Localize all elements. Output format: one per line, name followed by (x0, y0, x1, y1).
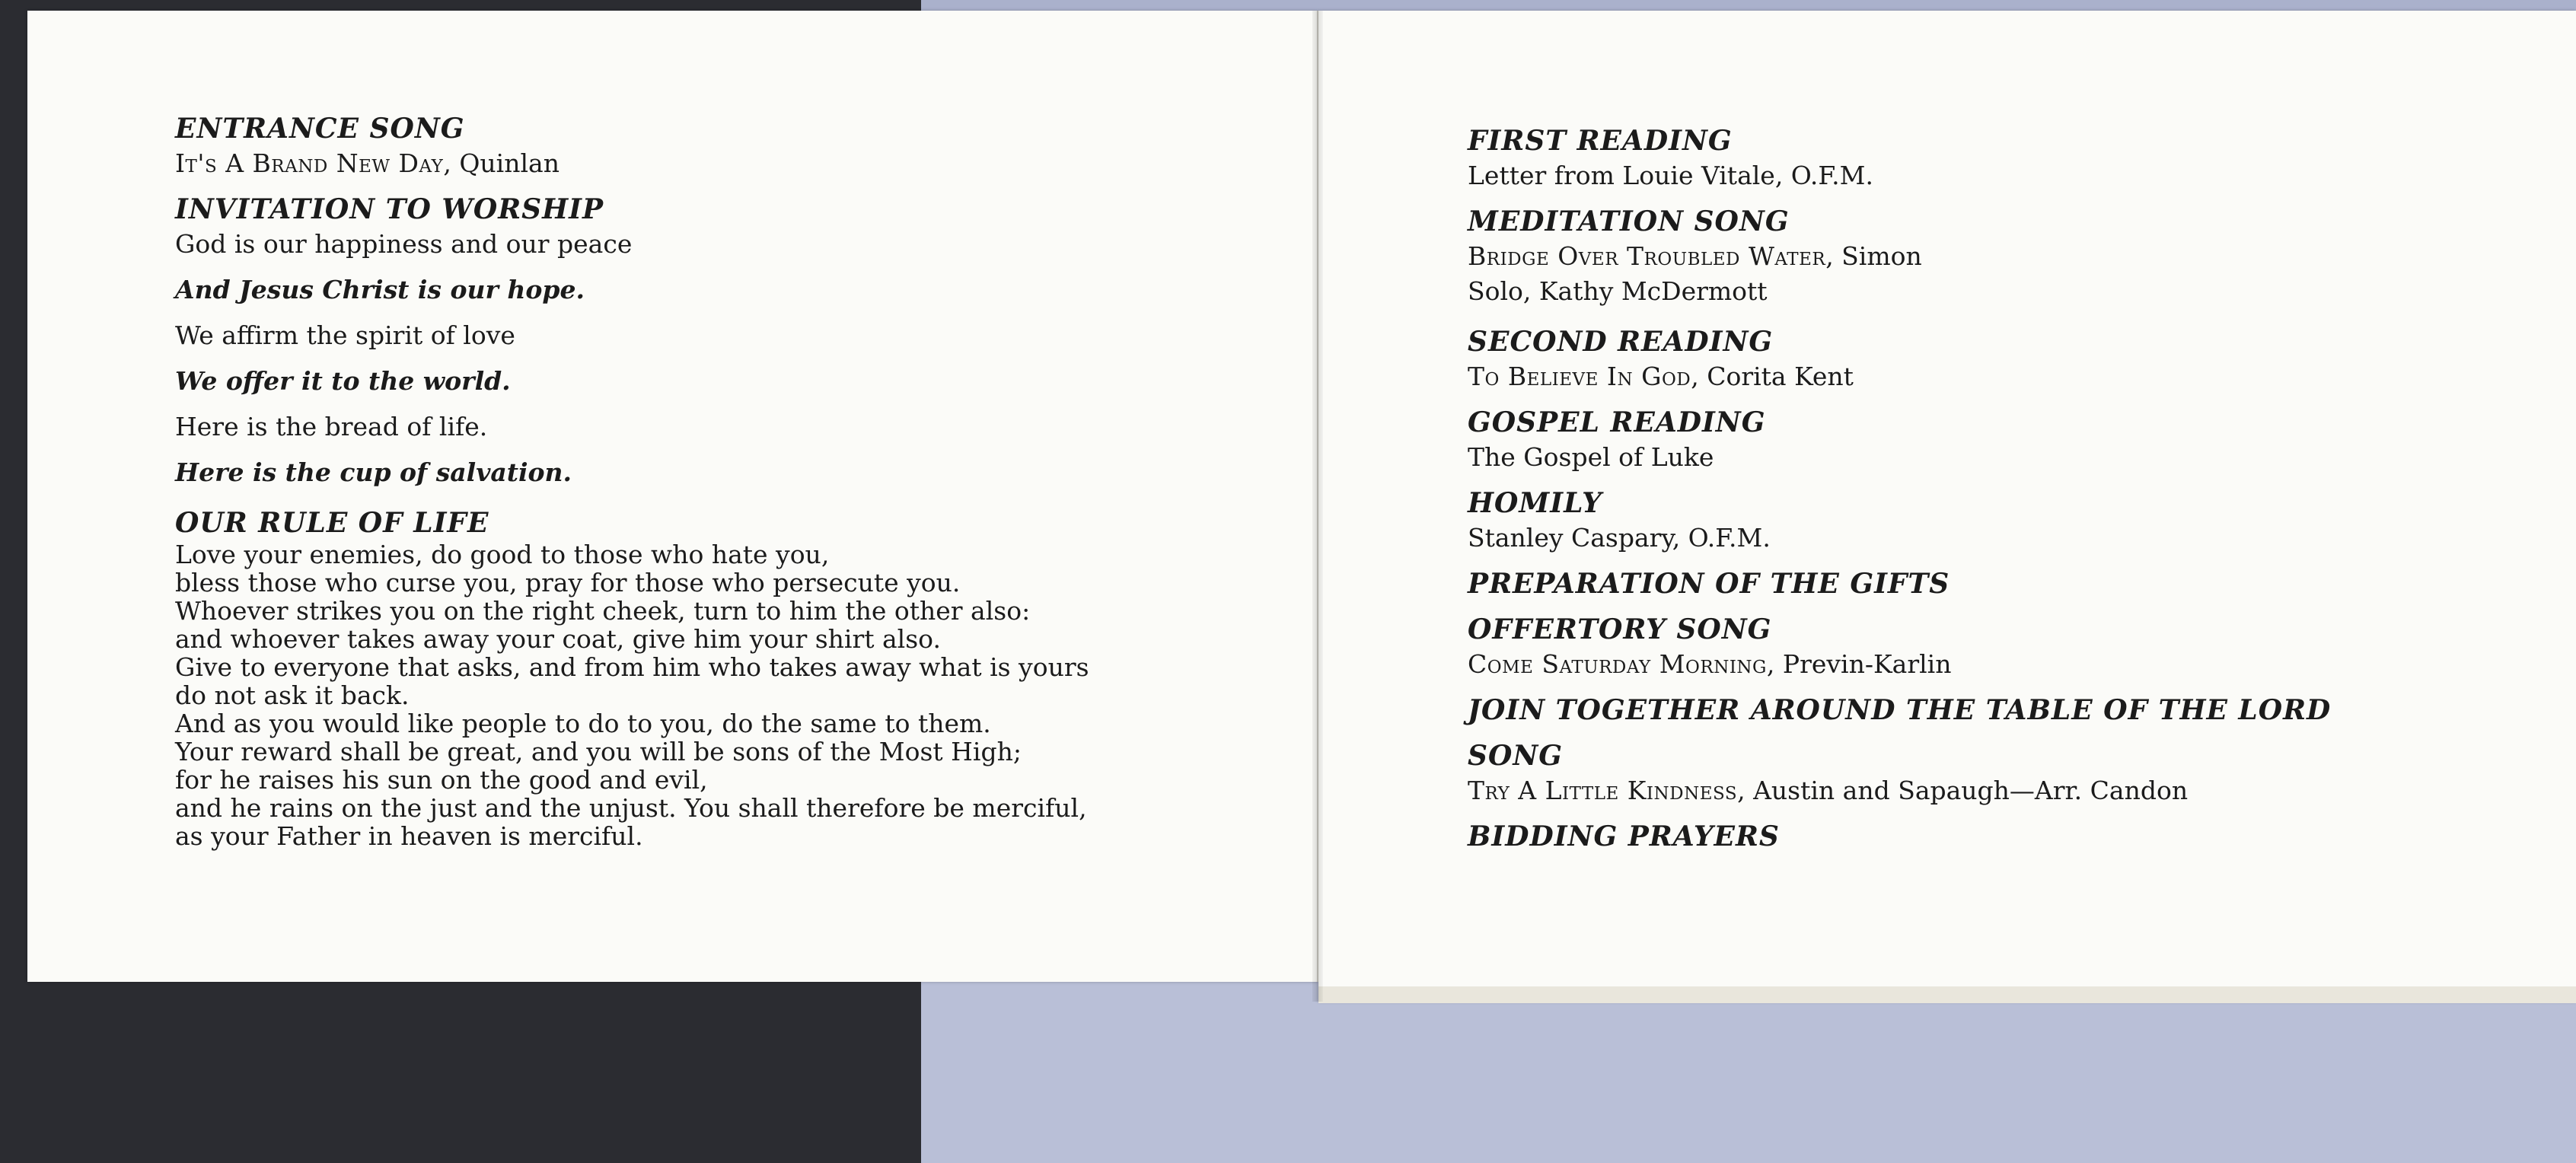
offertory-song-title: Come Saturday Morning (1468, 649, 1767, 679)
second-reading-line (1468, 359, 2457, 394)
entrance-song-title: It's A Brand New Day (175, 148, 444, 178)
invitation-response: And Jesus Christ is our hope. (175, 275, 585, 304)
invitation-response: Here is the cup of salvation. (175, 457, 572, 487)
rule-of-life-line: and he rains on the just and the unjust. You shall therefore be merciful, (175, 793, 1087, 823)
meditation-song-composer: , Simon (1825, 241, 1922, 271)
offertory-song-composer: , Previn-Karlin (1766, 649, 1952, 679)
first-reading-text: Letter from Louie Vitale, O.F.M. (1468, 161, 1873, 190)
gospel-reading-text: The Gospel of Luke (1468, 442, 1714, 472)
left-page-content (175, 111, 1180, 850)
bidding-prayers-heading: BIDDING PRAYERS (1468, 820, 1780, 852)
invitation-heading: INVITATION TO WORSHIP (175, 193, 604, 225)
song-composer: , Austin and Sapaugh—Arr. Candon (1737, 776, 2189, 805)
meditation-song-title: Bridge Over Troubled Water (1468, 241, 1826, 271)
right-page-content (1468, 123, 2457, 854)
rule-of-life-line: as your Father in heaven is merciful. (175, 821, 643, 851)
entrance-song-heading: ENTRANCE SONG (175, 113, 465, 145)
meditation-song-line (1468, 239, 2457, 274)
song-heading: SONG (1468, 740, 1564, 772)
homily-text: Stanley Caspary, O.F.M. (1468, 523, 1771, 553)
first-reading-heading: FIRST READING (1468, 125, 1733, 157)
second-reading-author: , Corita Kent (1691, 362, 1854, 391)
second-reading-heading: SECOND READING (1468, 326, 1774, 358)
second-reading-title: To Believe In God (1468, 362, 1691, 391)
entrance-song-line (175, 146, 1180, 181)
song-title: Try A Little Kindness (1468, 776, 1738, 805)
entrance-song-composer: , Quinlan (443, 148, 560, 178)
gospel-reading-heading: GOSPEL READING (1468, 406, 1766, 438)
rule-of-life-line: And as you would like people to do to you, do the same to them. (175, 709, 991, 738)
rule-of-life-line: do not ask it back. (175, 680, 410, 710)
offertory-song-heading: OFFERTORY SONG (1468, 613, 1772, 645)
book-gutter (1312, 11, 1323, 1002)
page-bottom-edge (1318, 986, 2576, 1003)
rule-of-life-line: Your reward shall be great, and you will be sons of the Most High; (175, 737, 1022, 766)
invitation-response: We offer it to the world. (175, 366, 511, 396)
invitation-line: We affirm the spirit of love (175, 320, 515, 350)
invitation-line: God is our happiness and our peace (175, 229, 633, 259)
rule-of-life-line: bless those who curse you, pray for those who persecute you. (175, 568, 961, 597)
invitation-line: Here is the bread of life. (175, 412, 488, 441)
rule-of-life-line: Love your enemies, do good to those who hate you, (175, 540, 830, 569)
rule-of-life-line: Whoever strikes you on the right cheek, turn to him the other also: (175, 596, 1031, 626)
rule-of-life-heading: OUR RULE OF LIFE (175, 507, 489, 539)
preparation-heading: PREPARATION OF THE GIFTS (1468, 568, 1950, 600)
offertory-song-line (1468, 647, 2457, 682)
rule-of-life-line: for he raises his sun on the good and evil, (175, 765, 708, 795)
homily-heading: HOMILY (1468, 487, 1602, 519)
meditation-song-performer: Solo, Kathy McDermott (1468, 276, 1768, 306)
song-line (1468, 773, 2457, 808)
meditation-song-heading: MEDITATION SONG (1468, 206, 1790, 237)
join-together-heading: JOIN TOGETHER AROUND THE TABLE OF THE LORD (1468, 694, 2332, 726)
rule-of-life-line: and whoever takes away your coat, give him your shirt also. (175, 624, 941, 654)
rule-of-life-line: Give to everyone that asks, and from him who takes away what is yours (175, 652, 1089, 682)
